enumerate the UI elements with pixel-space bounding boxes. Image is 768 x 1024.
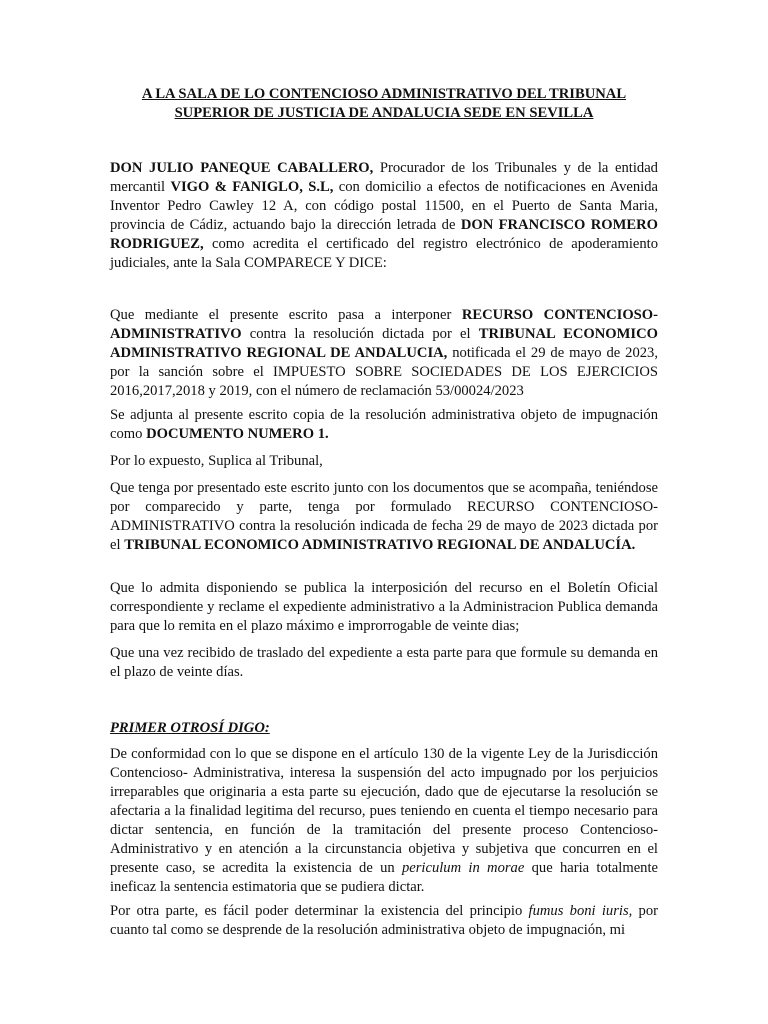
document-title bbox=[110, 85, 658, 123]
paragraph-recibido: Que una vez recibido de traslado del expediente a esta parte para que formule su demanda en el plazo de veinte días. bbox=[110, 645, 658, 680]
italic-run: fumus boni iuris, bbox=[528, 903, 633, 919]
company-name: VIGO & FANIGLO, S.L, bbox=[170, 179, 334, 195]
bold-run: RECURSO CONTENCIOSO-ADMINISTRATIVO bbox=[110, 307, 659, 342]
text-run: por cuanto tal como se desprende de la resolución administrativa objeto de impugnación, mi bbox=[110, 903, 658, 938]
text-run: Por otra parte, es fácil poder determinar la existencia del principio bbox=[110, 903, 529, 919]
text-run: con domicilio a efectos de notificaciones en Avenida Inventor Pedro Cawley 12 A, con código postal 11500, en el Puerto de Santa Maria, provincia de Cádiz, actuando bajo la dirección letrada de bbox=[110, 179, 658, 233]
bold-run: DOCUMENTO NUMERO 1. bbox=[146, 426, 329, 442]
paragraph-conformidad bbox=[110, 745, 658, 897]
paragraph-fumus bbox=[110, 902, 658, 940]
text-run: contra la resolución dictada por el bbox=[241, 326, 479, 342]
procurador-name: DON JULIO PANEQUE CABALLERO, bbox=[110, 160, 374, 176]
italic-run: periculum in morae bbox=[401, 860, 525, 876]
text-run: Procurador de los Tribunales y de la entidad mercantil bbox=[110, 160, 658, 195]
text-run: que haria totalmente ineficaz la sentencia estimatoria que se pudiera dictar. bbox=[110, 860, 658, 895]
lawyer-name: DON FRANCISCO ROMERO RODRIGUEZ, bbox=[110, 217, 658, 252]
section-heading: PRIMER OTROSÍ DIGO: bbox=[110, 720, 270, 736]
paragraph-tenga bbox=[110, 479, 658, 555]
bold-run: TRIBUNAL ECONOMICO ADMINISTRATIVO REGIONAL DE ANDALUCIA, bbox=[110, 326, 658, 361]
title-line-2: SUPERIOR DE JUSTICIA DE ANDALUCIA SEDE EN SEVILLA bbox=[174, 105, 594, 121]
text-run: Que mediante el presente escrito pasa a interponer bbox=[110, 307, 462, 323]
paragraph-suplica: Por lo expuesto, Suplica al Tribunal, bbox=[110, 453, 323, 469]
text-run: Se adjunta al presente escrito copia de la resolución administrativa objeto de impugnación como bbox=[110, 407, 658, 442]
text-run: De conformidad con lo que se dispone en el artículo 130 de la vigente Ley de la Jurisdicción Contencioso- Administrativa, interesa la suspensión del acto impugnado por los perjuicios irreparables que originaria a esta parte su ejecución, dado que de ejecutarse la resolución se afectaria a la finalidad legitima del recurso, pues teniendo en cuenta el tiempo necesario para dictar sentencia, en función de la tramitación del presente proceso Contencioso-Administrativo y en atención a la circunstancia objetiva y subjetiva que concurren en el presente caso, se acredita la existencia de un bbox=[110, 746, 658, 876]
text-run: Que tenga por presentado este escrito junto con los documentos que se acompaña, teniéndose por comparecido y parte, tenga por formulado RECURSO CONTENCIOSO- ADMINISTRATIVO contra la resolución indicada de fecha 29 de mayo de 2023 dictada por el bbox=[110, 480, 658, 553]
bold-run: TRIBUNAL ECONOMICO ADMINISTRATIVO REGIONAL DE ANDALUCÍA. bbox=[124, 537, 636, 553]
paragraph-documento bbox=[110, 406, 658, 444]
paragraph-admita: Que lo admita disponiendo se publica la interposición del recurso en el Boletín Oficial correspondiente y reclame el expediente administrativo a la Administracion Publica demanda para que lo remita en el plazo máximo e improrrogable de veinte dias; bbox=[110, 580, 658, 634]
paragraph-recurso bbox=[110, 306, 658, 401]
title-line-1: A LA SALA DE LO CONTENCIOSO ADMINISTRATIVO DEL TRIBUNAL bbox=[141, 86, 627, 102]
text-run: notificada el 29 de mayo de 2023, por la sanción sobre el IMPUESTO SOBRE SOCIEDADES DE LOS EJERCICIOS 2016,2017,2018 y 2019, con el número de reclamación 53/00024/2023 bbox=[110, 345, 658, 399]
text-run: como acredita el certificado del registro electrónico de apoderamiento judiciales, ante la Sala COMPARECE Y DICE: bbox=[110, 236, 658, 271]
paragraph-appearance bbox=[110, 159, 658, 273]
